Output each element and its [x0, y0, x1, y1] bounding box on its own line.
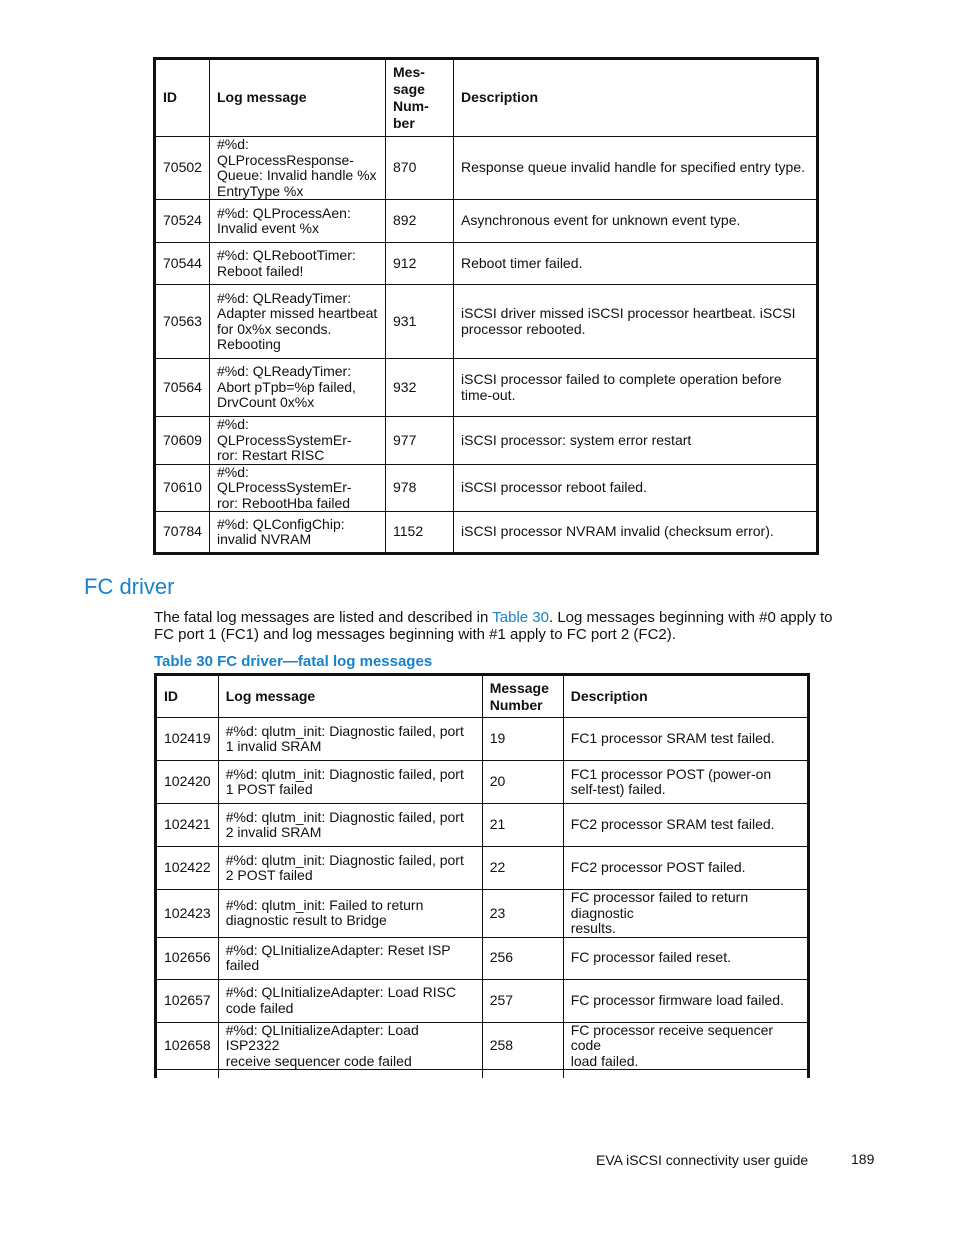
header-description: Description — [563, 675, 808, 718]
cell-description-text: Reboot timer failed. — [461, 254, 583, 271]
cell-log-message-text: #%d: QLRebootTimer: Reboot failed! — [217, 247, 356, 279]
cell-id — [155, 464, 210, 512]
cell-message-number-text: 258 — [489, 1037, 514, 1053]
cell-id-text: 102420 — [164, 773, 211, 790]
table-row — [155, 359, 818, 417]
cell-description — [454, 512, 818, 554]
cell-log-message-text: #%d: QLProcessResponse- Queue: Invalid handle %x EntryType %x — [217, 136, 377, 199]
cell-description-text: FC processor receive sequencer code load failed. — [570, 1021, 774, 1069]
cell-description-text: iSCSI processor: system error restart — [461, 431, 692, 448]
cell-log-message — [210, 359, 386, 417]
cell-description — [454, 243, 818, 285]
cell-id-text: 70502 — [163, 159, 202, 176]
table-row — [156, 1022, 809, 1070]
cell-log-message — [210, 243, 386, 285]
cell-id — [156, 937, 219, 979]
cell-log-message — [218, 890, 482, 938]
cell-description — [454, 359, 818, 417]
cell-message-number-text: 22 — [489, 859, 506, 876]
cell-description-text: iSCSI processor failed to complete operation before time-out. — [461, 371, 782, 403]
cell-description-text: FC2 processor POST failed. — [570, 859, 746, 876]
cell-log-message-text: #%d: QLInitializeAdapter: Reset ISP failed — [225, 941, 451, 973]
cell-id — [155, 417, 210, 465]
cell-message-number-text: 257 — [489, 991, 514, 1008]
cell-id-text: 102423 — [164, 904, 211, 921]
cell-description — [563, 718, 808, 761]
cell-log-message-text: #%d: qlutm_init: Failed to return diagnostic result to Bridge — [225, 896, 424, 929]
intro-text-before: The fatal log messages are listed and described in — [154, 609, 493, 626]
cell-description — [563, 890, 808, 938]
cell-id — [155, 243, 210, 285]
table-caption: Table 30 FC driver—fatal log messages — [154, 653, 433, 670]
cell-log-message-text: #%d: qlutm_init: Diagnostic failed, port 2 POST failed — [225, 851, 464, 883]
header-message-number-text: Mes- sage Num- ber — [393, 64, 429, 131]
cell-description-text: Asynchronous event for unknown event type. — [461, 212, 741, 229]
header-message-number-text: Message Number — [489, 679, 549, 713]
section-title: FC driver — [84, 574, 175, 599]
cell-description — [563, 979, 808, 1022]
continuation-cell — [218, 1070, 482, 1079]
continuation-cell — [156, 1070, 219, 1079]
cell-message-number — [386, 512, 454, 554]
section-intro — [154, 609, 854, 643]
cell-id-text: 102422 — [164, 859, 211, 876]
cell-message-number-text: 978 — [393, 479, 417, 495]
cell-log-message-text: #%d: QLProcessAen: Invalid event %x — [217, 204, 351, 236]
table-row — [156, 718, 809, 761]
cell-description — [563, 937, 808, 979]
cell-log-message-text: #%d: qlutm_init: Diagnostic failed, port 2 invalid SRAM — [225, 808, 464, 840]
cell-message-number — [386, 285, 454, 359]
table1-body — [155, 137, 818, 554]
table-header-row — [156, 675, 809, 718]
cell-description-text: iSCSI processor NVRAM invalid (checksum error). — [461, 523, 774, 540]
cell-description-text: FC processor failed to return diagnostic results. — [570, 889, 749, 936]
cell-message-number-text: 931 — [393, 312, 417, 329]
table-continuation-row — [156, 1070, 809, 1079]
table-row — [155, 137, 818, 200]
cell-id — [156, 890, 219, 938]
cell-description-text: FC processor firmware load failed. — [570, 991, 784, 1008]
log-table-iscsi — [153, 57, 819, 555]
cell-message-number — [386, 417, 454, 465]
cell-id-text: 102419 — [164, 730, 211, 747]
cell-message-number-text: 870 — [393, 159, 417, 176]
cell-log-message — [218, 718, 482, 761]
cell-message-number-text: 21 — [489, 816, 506, 833]
cell-message-number-text: 932 — [393, 378, 417, 395]
cell-message-number — [386, 464, 454, 512]
cell-log-message-text: #%d: QLReadyTimer: Abort pTpb=%p failed, DrvCount 0x%x — [217, 363, 356, 411]
cell-id-text: 70524 — [163, 212, 202, 229]
cell-id-text: 102421 — [164, 816, 211, 833]
table-row — [155, 200, 818, 243]
cell-log-message-text: #%d: QLProcessSystemEr- ror: Restart RISC — [217, 416, 352, 463]
cell-id — [155, 200, 210, 243]
cell-id — [156, 847, 219, 890]
header-message-number — [386, 59, 454, 137]
cell-description — [563, 847, 808, 890]
cell-description — [454, 464, 818, 512]
cell-description — [454, 200, 818, 243]
cell-message-number — [386, 359, 454, 417]
cell-id-text: 70609 — [163, 431, 202, 448]
cell-message-number-text: 977 — [393, 431, 417, 448]
cell-message-number — [482, 1022, 563, 1070]
table-row — [155, 285, 818, 359]
table-row — [155, 464, 818, 512]
cell-id — [156, 979, 219, 1022]
cell-message-number-text: 20 — [489, 773, 506, 790]
cell-message-number-text: 892 — [393, 212, 417, 229]
cell-description-text: iSCSI driver missed iSCSI processor heartbeat. iSCSI processor rebooted. — [461, 305, 796, 337]
cell-message-number — [482, 979, 563, 1022]
cell-id-text: 102657 — [164, 991, 211, 1008]
cell-description-text: FC1 processor POST (power-on self-test) failed. — [570, 765, 772, 797]
cell-id — [155, 359, 210, 417]
cell-id-text: 70784 — [163, 523, 202, 540]
cell-id — [155, 137, 210, 200]
table-header-row — [155, 59, 818, 137]
cell-description — [563, 804, 808, 847]
cell-message-number-text: 23 — [489, 904, 506, 921]
cell-id — [156, 761, 219, 804]
footer-title: EVA iSCSI connectivity user guide — [596, 1152, 809, 1168]
cell-message-number-text: 256 — [489, 949, 514, 966]
cell-log-message-text: #%d: QLProcessSystemEr- ror: RebootHba failed — [217, 463, 352, 511]
cell-message-number — [386, 243, 454, 285]
cell-message-number — [386, 200, 454, 243]
cell-log-message — [210, 200, 386, 243]
table-row — [156, 979, 809, 1022]
table-row — [156, 761, 809, 804]
intro-text-after: . Log messages beginning with #0 apply to FC port 1 (FC1) and log messages beginning with #1 apply to FC port 2 (FC2). — [154, 609, 833, 643]
cell-description — [454, 417, 818, 465]
header-message-number — [482, 675, 563, 718]
cell-description — [563, 1022, 808, 1070]
cell-message-number-text: 912 — [393, 254, 417, 271]
table-row — [156, 847, 809, 890]
cell-description — [563, 761, 808, 804]
cell-log-message-text: #%d: qlutm_init: Diagnostic failed, port 1 invalid SRAM — [225, 722, 464, 754]
cell-log-message — [218, 937, 482, 979]
cell-log-message — [218, 1022, 482, 1070]
cell-log-message — [210, 512, 386, 554]
cell-message-number — [482, 890, 563, 938]
cell-id-text: 70610 — [163, 479, 202, 495]
cell-message-number — [482, 804, 563, 847]
cell-description-text: Response queue invalid handle for specified entry type. — [461, 159, 805, 176]
cell-id-text: 70563 — [163, 312, 202, 329]
cell-log-message-text: #%d: QLReadyTimer: Adapter missed heartbeat for 0x%x seconds. Rebooting — [217, 289, 378, 352]
table-row — [156, 804, 809, 847]
cell-id — [156, 804, 219, 847]
cell-log-message — [210, 417, 386, 465]
cell-log-message-text: #%d: QLInitializeAdapter: Load RISC code failed — [225, 984, 457, 1016]
table-row — [156, 890, 809, 938]
cell-id — [155, 285, 210, 359]
cell-message-number-text: 19 — [489, 730, 506, 747]
log-table-fc-driver — [154, 673, 810, 1078]
cell-id — [156, 1022, 219, 1070]
header-log-message: Log message — [210, 59, 386, 137]
cell-log-message — [210, 285, 386, 359]
table-row — [155, 417, 818, 465]
header-id: ID — [156, 675, 219, 718]
cell-description-text: FC processor failed reset. — [570, 949, 732, 966]
cell-log-message-text: #%d: QLConfigChip: invalid NVRAM — [217, 515, 345, 547]
cell-id-text: 70564 — [163, 378, 202, 395]
header-log-message: Log message — [218, 675, 482, 718]
cell-description — [454, 137, 818, 200]
cell-id-text: 70544 — [163, 254, 202, 271]
cell-description-text: iSCSI processor reboot failed. — [461, 479, 647, 495]
cell-message-number — [482, 937, 563, 979]
cell-description-text: FC2 processor SRAM test failed. — [570, 816, 775, 833]
cell-log-message — [218, 761, 482, 804]
cell-log-message — [210, 464, 386, 512]
cell-message-number — [482, 718, 563, 761]
cell-log-message — [218, 979, 482, 1022]
table2-body — [156, 718, 809, 1079]
cell-message-number — [482, 761, 563, 804]
cell-description — [454, 285, 818, 359]
table-row — [156, 937, 809, 979]
continuation-cell — [563, 1070, 808, 1079]
cell-message-number — [386, 137, 454, 200]
cell-message-number-text: 1152 — [393, 523, 424, 540]
cell-id-text: 102658 — [164, 1037, 211, 1053]
table-row — [155, 243, 818, 285]
table-30-link[interactable]: Table 30 — [492, 609, 549, 626]
cell-description-text: FC1 processor SRAM test failed. — [570, 730, 775, 747]
page-number: 189 — [851, 1151, 875, 1167]
table-row — [155, 512, 818, 554]
cell-log-message — [210, 137, 386, 200]
cell-id-text: 102656 — [164, 949, 211, 966]
cell-id — [156, 718, 219, 761]
cell-id — [155, 512, 210, 554]
cell-log-message-text: #%d: qlutm_init: Diagnostic failed, port 1 POST failed — [225, 765, 464, 797]
continuation-cell — [482, 1070, 563, 1079]
cell-log-message — [218, 847, 482, 890]
cell-message-number — [482, 847, 563, 890]
header-description: Description — [454, 59, 818, 137]
cell-log-message — [218, 804, 482, 847]
cell-log-message-text: #%d: QLInitializeAdapter: Load ISP2322 receive sequencer code failed — [225, 1021, 419, 1069]
header-id: ID — [155, 59, 210, 137]
